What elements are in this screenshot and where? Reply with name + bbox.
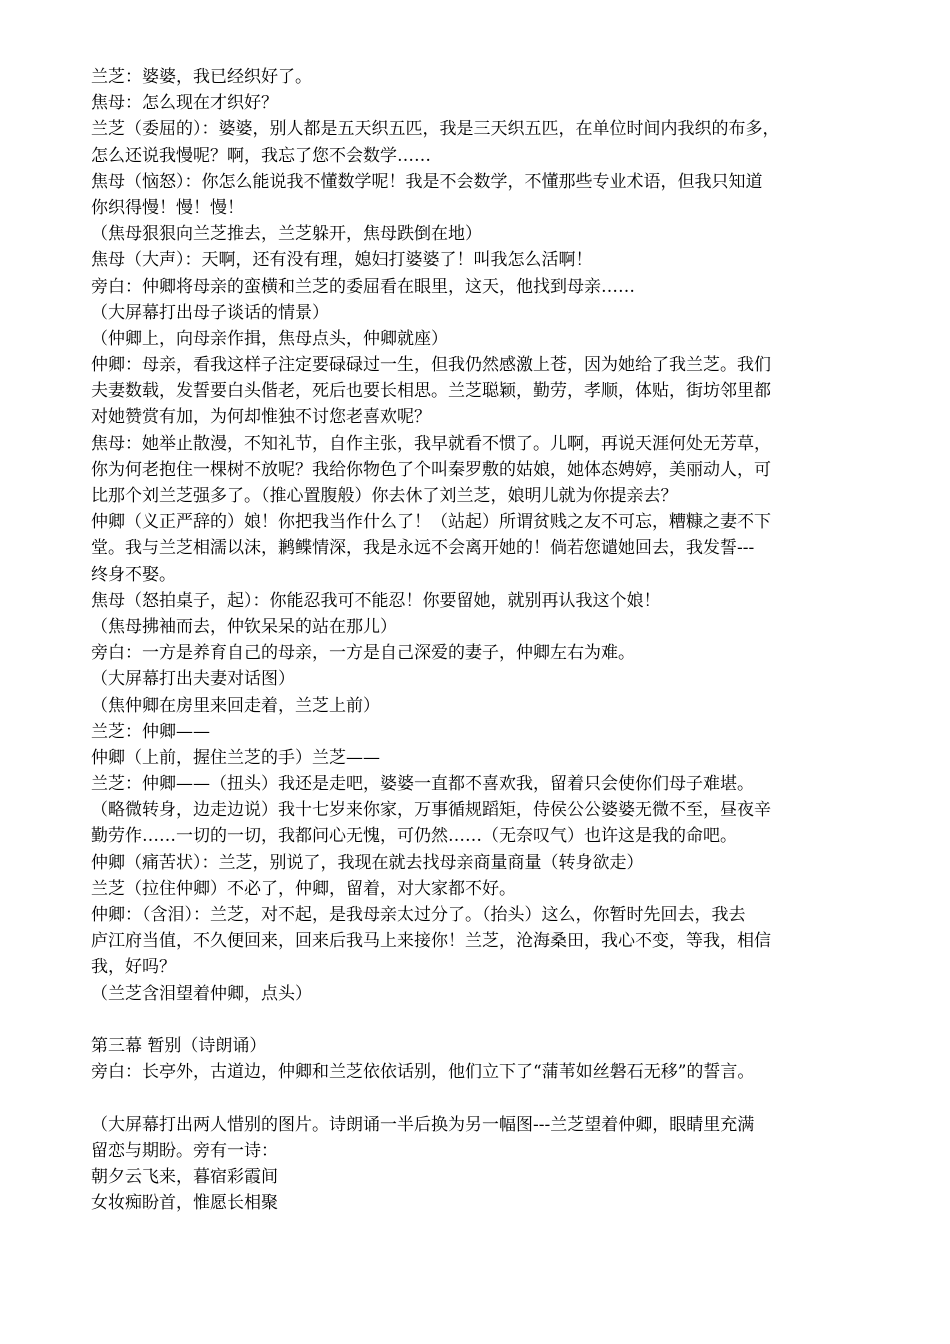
text-line: （兰芝含泪望着仲卿，点头） xyxy=(91,983,312,1004)
text-line: 仲卿（上前，握住兰芝的手）兰芝—— xyxy=(91,747,380,768)
blank-line xyxy=(91,1007,871,1033)
text-line: 庐江府当值，不久便回来，回来后我马上来接你！兰芝，沧海桑田，我心不变，等我，相信 xyxy=(91,931,771,952)
text-line: （仲卿上，向母亲作揖，焦母点头，仲卿就座） xyxy=(91,328,448,349)
text-line: 夫妻数载，发誓要白头偕老，死后也要长相思。兰芝聪颖，勤劳，孝顺，体贴，街坊邻里都 xyxy=(91,381,771,402)
text-line: 堂。我与兰芝相濡以沫，鹣鲽情深，我是永远不会离开她的！倘若您谴她回去，我发誓--- xyxy=(91,538,755,559)
text-line: 仲卿：母亲，看我这样子注定要碌碌过一生，但我仍然感激上苍，因为她给了我兰芝。我们 xyxy=(91,355,771,376)
text-line: 我，好吗？ xyxy=(91,957,176,978)
text-line: 焦母（大声）：天啊，还有没有理，媳妇打婆婆了！叫我怎么活啊！ xyxy=(91,250,593,271)
document-page xyxy=(91,64,871,1216)
text-line: 焦母（恼怒）：你怎么能说我不懂数学呢！我是不会数学，不懂那些专业术语，但我只知道 xyxy=(91,171,763,192)
text-line: 兰芝：婆婆，我已经织好了。 xyxy=(91,67,312,87)
text-line: 兰芝（拉住仲卿）不必了，仲卿，留着，对大家都不好。 xyxy=(91,878,516,899)
text-line: （大屏幕打出夫妻对话图） xyxy=(91,669,295,690)
text-line: 朝夕云飞来，暮宿彩霞间 xyxy=(91,1166,278,1187)
text-line: 你织得慢！慢！慢！ xyxy=(91,197,244,218)
text-line: 仲卿：（含泪）：兰芝，对不起，是我母亲太过分了。（抬头）这么，你暂时先回去，我去 xyxy=(91,905,746,925)
text-line: 旁白：一方是养育自己的母亲，一方是自己深爱的妻子，仲卿左右为难。 xyxy=(91,643,635,664)
text-line: （焦母狠狠向兰芝推去，兰芝躲开，焦母跌倒在地） xyxy=(91,224,482,245)
text-line: 对她赞赏有加，为何却惟独不讨您老喜欢呢？ xyxy=(91,407,431,428)
text-line: （大屏幕打出母子谈话的情景） xyxy=(91,302,329,323)
blank-line xyxy=(91,1085,871,1111)
text-line: 仲卿（义正严辞的）娘！你把我当作什么了！（站起）所谓贫贱之友不可忘，糟糠之妻不下 xyxy=(91,512,771,533)
text-line: 兰芝：仲卿——（扭头）我还是走吧，婆婆一直都不喜欢我，留着只会使你们母子难堪。 xyxy=(91,774,754,795)
text-line: （略微转身，边走边说）我十七岁来你家，万事循规蹈矩，侍侯公公婆婆无微不至，昼夜辛 xyxy=(91,800,771,821)
text-line: 兰芝：仲卿—— xyxy=(91,721,210,742)
text-line: （焦母拂袖而去，仲钦呆呆的站在那儿） xyxy=(91,616,397,637)
text-line: 怎么还说我慢呢？啊，我忘了您不会数学…… xyxy=(91,145,431,166)
text-line: 焦母（怒拍桌子，起）：你能忍我可不能忍！你要留她，就别再认我这个娘！ xyxy=(91,590,661,611)
text-line: 勤劳作……一切的一切，我都问心无愧，可仍然……（无奈叹气）也许这是我的命吧。 xyxy=(91,826,737,847)
text-line: 仲卿（痛苦状）：兰芝，别说了，我现在就去找母亲商量商量（转身欲走） xyxy=(91,852,644,873)
text-line: 旁白：仲卿将母亲的蛮横和兰芝的委屈看在眼里，这天，他找到母亲…… xyxy=(91,276,635,297)
text-line: 留恋与期盼。旁有一诗： xyxy=(91,1140,278,1161)
text-line: 焦母：她举止散漫，不知礼节，自作主张，我早就看不惯了。儿啊，再说天涯何处无芳草， xyxy=(91,433,771,454)
text-line: 焦母：怎么现在才织好？ xyxy=(91,93,278,114)
text-line: （焦仲卿在房里来回走着，兰芝上前） xyxy=(91,695,380,716)
text-line: 比那个刘兰芝强多了。（推心置腹般）你去休了刘兰芝，娘明儿就为你提亲去？ xyxy=(91,486,678,506)
text-line: （大屏幕打出两人惜别的图片。诗朗诵一半后换为另一幅图---兰芝望着仲卿，眼睛里充满 xyxy=(91,1114,755,1135)
text-line: 第三幕 暂别（诗朗诵） xyxy=(91,1035,267,1056)
text-line: 你为何老抱住一棵树不放呢？我给你物色了个叫秦罗敷的姑娘，她体态娉婷，美丽动人，可 xyxy=(91,459,771,480)
text-line: 旁白：长亭外，古道边，仲卿和兰芝依依话别，他们立下了“蒲苇如丝磐石无移”的誓言。 xyxy=(91,1062,755,1083)
text-line: 终身不娶。 xyxy=(91,564,176,585)
text-line: 女妆痴盼首，惟愿长相聚 xyxy=(91,1193,278,1214)
text-line: 兰芝（委屈的）：婆婆，别人都是五天织五匹，我是三天织五匹，在单位时间内我织的布多， xyxy=(91,119,780,140)
